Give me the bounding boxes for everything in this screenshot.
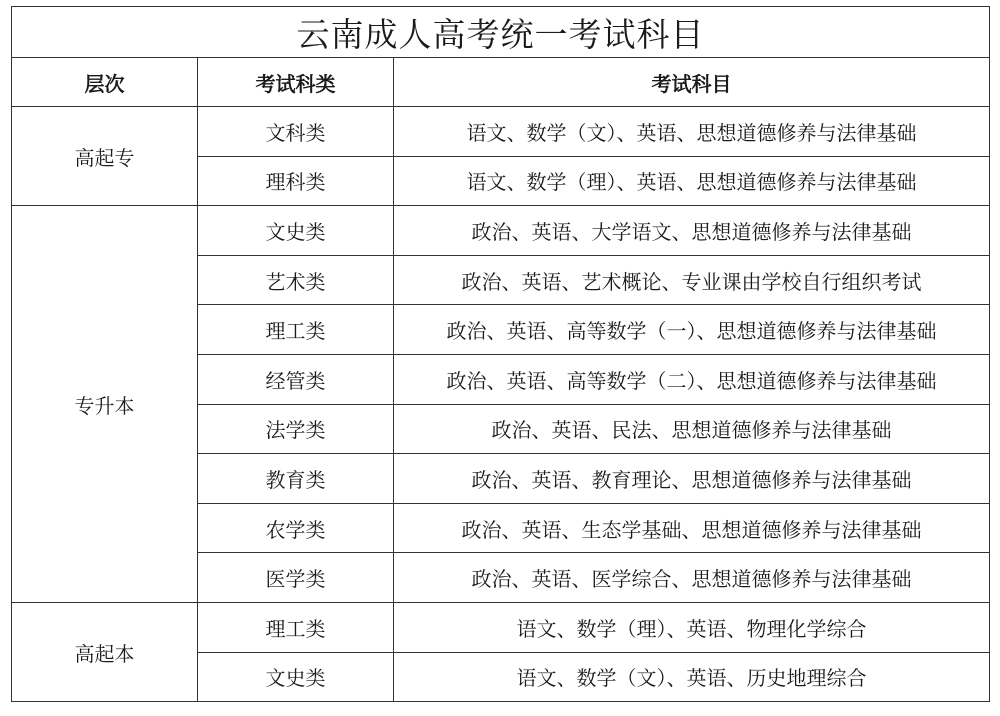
- header-row: [12, 58, 990, 107]
- category-cell: 文史类: [198, 206, 394, 256]
- table-row: [12, 107, 990, 157]
- subjects-cell: 政治、英语、教育理论、思想道德修养与法律基础: [394, 454, 990, 504]
- subjects-cell: 政治、英语、医学综合、思想道德修养与法律基础: [394, 553, 990, 603]
- subjects-cell: 语文、数学（理）、英语、物理化学综合: [394, 602, 990, 652]
- subjects-cell: 语文、数学（文）、英语、思想道德修养与法律基础: [394, 107, 990, 157]
- level-cell: 高起专: [12, 107, 198, 206]
- subjects-cell: 语文、数学（文）、英语、历史地理综合: [394, 652, 990, 702]
- subjects-cell: 政治、英语、大学语文、思想道德修养与法律基础: [394, 206, 990, 256]
- subjects-cell: 政治、英语、生态学基础、思想道德修养与法律基础: [394, 503, 990, 553]
- subjects-cell: 政治、英语、高等数学（二）、思想道德修养与法律基础: [394, 354, 990, 404]
- header-category: 考试科类: [198, 58, 394, 107]
- category-cell: 文史类: [198, 652, 394, 702]
- exam-subjects-table: [11, 6, 990, 702]
- category-cell: 法学类: [198, 404, 394, 454]
- header-level: 层次: [12, 58, 198, 107]
- subjects-cell: 政治、英语、高等数学（一）、思想道德修养与法律基础: [394, 305, 990, 355]
- header-subjects: 考试科目: [394, 58, 990, 107]
- subjects-cell: 语文、数学（理）、英语、思想道德修养与法律基础: [394, 156, 990, 206]
- category-cell: 艺术类: [198, 255, 394, 305]
- table-title: 云南成人高考统一考试科目: [12, 7, 990, 58]
- table-row: [12, 602, 990, 652]
- category-cell: 理工类: [198, 305, 394, 355]
- level-cell: 高起本: [12, 602, 198, 701]
- category-cell: 经管类: [198, 354, 394, 404]
- table-row: [12, 206, 990, 256]
- category-cell: 理科类: [198, 156, 394, 206]
- exam-subjects-document: [11, 6, 989, 702]
- category-cell: 农学类: [198, 503, 394, 553]
- subjects-cell: 政治、英语、民法、思想道德修养与法律基础: [394, 404, 990, 454]
- category-cell: 医学类: [198, 553, 394, 603]
- subjects-cell: 政治、英语、艺术概论、专业课由学校自行组织考试: [394, 255, 990, 305]
- category-cell: 理工类: [198, 602, 394, 652]
- category-cell: 教育类: [198, 454, 394, 504]
- level-cell: 专升本: [12, 206, 198, 603]
- category-cell: 文科类: [198, 107, 394, 157]
